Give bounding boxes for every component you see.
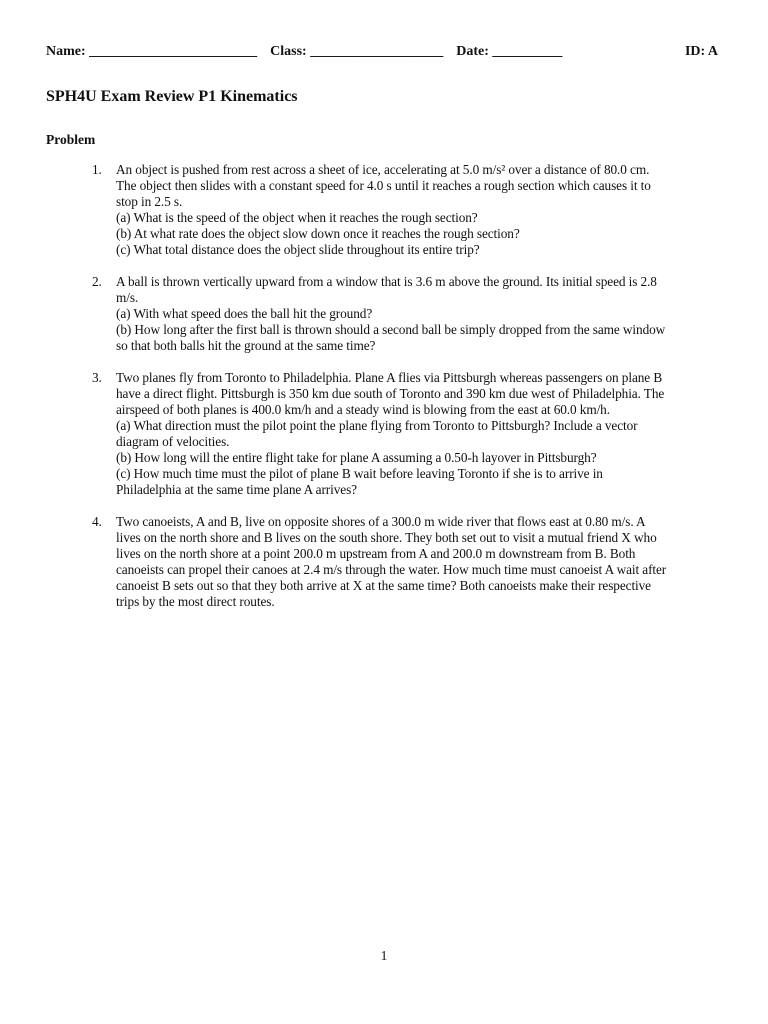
problem-line: Two planes fly from Toronto to Philadelphia. Plane A flies via Pittsburgh whereas passengers on plane B <box>116 370 663 385</box>
problem-line: canoeist B sets out so that they both arrive at X at the same time? Both canoeists make their respective <box>116 578 651 593</box>
problem-line: (a) What direction must the pilot point the plane flying from Toronto to Pittsburgh? Include a vector <box>116 418 638 433</box>
problem-line: The object then slides with a constant speed for 4.0 s until it reaches a rough section which causes it to <box>116 178 651 193</box>
problem-line: (a) What is the speed of the object when it reaches the rough section? <box>116 210 478 225</box>
problem-text <box>116 274 720 354</box>
problem-line: (a) With what speed does the ball hit the ground? <box>116 306 373 321</box>
problem-line: Two canoeists, A and B, live on opposite shores of a 300.0 m wide river that flows east at 0.80 m/s. A <box>116 514 646 529</box>
problem-1 <box>92 162 720 258</box>
problem-line: diagram of velocities. <box>116 434 230 449</box>
problem-line: (c) What total distance does the object slide throughout its entire trip? <box>116 242 480 257</box>
problem-4 <box>92 514 720 610</box>
problem-line: An object is pushed from rest across a sheet of ice, accelerating at 5.0 m/s² over a distance of 80.0 cm. <box>116 162 650 177</box>
class-field-label: Class: ___________________ <box>270 44 444 59</box>
name-field-label: Name: ________________________ <box>46 44 258 59</box>
problem-number: 4. <box>92 514 102 529</box>
problem-line: (b) How long will the entire flight take for plane A assuming a 0.50-h layover in Pittsburgh? <box>116 450 597 465</box>
problem-2 <box>92 274 720 354</box>
problem-text <box>116 514 720 610</box>
problem-line: trips by the most direct routes. <box>116 594 275 609</box>
problem-line: have a direct flight. Pittsburgh is 350 km due south of Toronto and 390 km due west of Philadelphia. The <box>116 386 665 401</box>
problem-text <box>116 162 720 258</box>
id-label: ID: A <box>684 44 718 59</box>
problem-line: canoeists can propel their canoes at 2.4 m/s through the water. How much time must canoeist A wait after <box>116 562 667 577</box>
problem-list <box>92 162 720 626</box>
problem-line: lives on the north shore and B lives on the south shore. They both set out to visit a mutual friend X who <box>116 530 657 545</box>
problem-line: Philadelphia at the same time plane A arrives? <box>116 482 357 497</box>
problem-line: (b) How long after the first ball is thrown should a second ball be simply dropped from the same window <box>116 322 666 337</box>
problem-number: 3. <box>92 370 102 385</box>
problem-3 <box>92 370 720 498</box>
exam-header <box>46 43 718 61</box>
problem-number: 2. <box>92 274 102 289</box>
problem-line: so that both balls hit the ground at the same time? <box>116 338 376 353</box>
problem-line: (c) How much time must the pilot of plane B wait before leaving Toronto if she is to arrive in <box>116 466 603 481</box>
problem-line: A ball is thrown vertically upward from a window that is 3.6 m above the ground. Its initial speed is 2.8 <box>116 274 657 289</box>
page-title: SPH4U Exam Review P1 Kinematics <box>46 88 298 105</box>
date-field-label: Date: __________ <box>456 44 563 59</box>
problem-line: stop in 2.5 s. <box>116 194 183 209</box>
problem-line: airspeed of both planes is 400.0 km/h and a steady wind is blowing from the east at 60.0 km/h. <box>116 402 610 417</box>
problem-number: 1. <box>92 162 102 177</box>
problem-line: m/s. <box>116 290 139 305</box>
section-heading: Problem <box>46 132 96 147</box>
page-number: 1 <box>380 948 388 963</box>
problem-line: (b) At what rate does the object slow down once it reaches the rough section? <box>116 226 520 241</box>
problem-text <box>116 370 720 498</box>
problem-line: lives on the north shore at a point 200.0 m upstream from A and 200.0 m downstream from B. Both <box>116 546 636 561</box>
